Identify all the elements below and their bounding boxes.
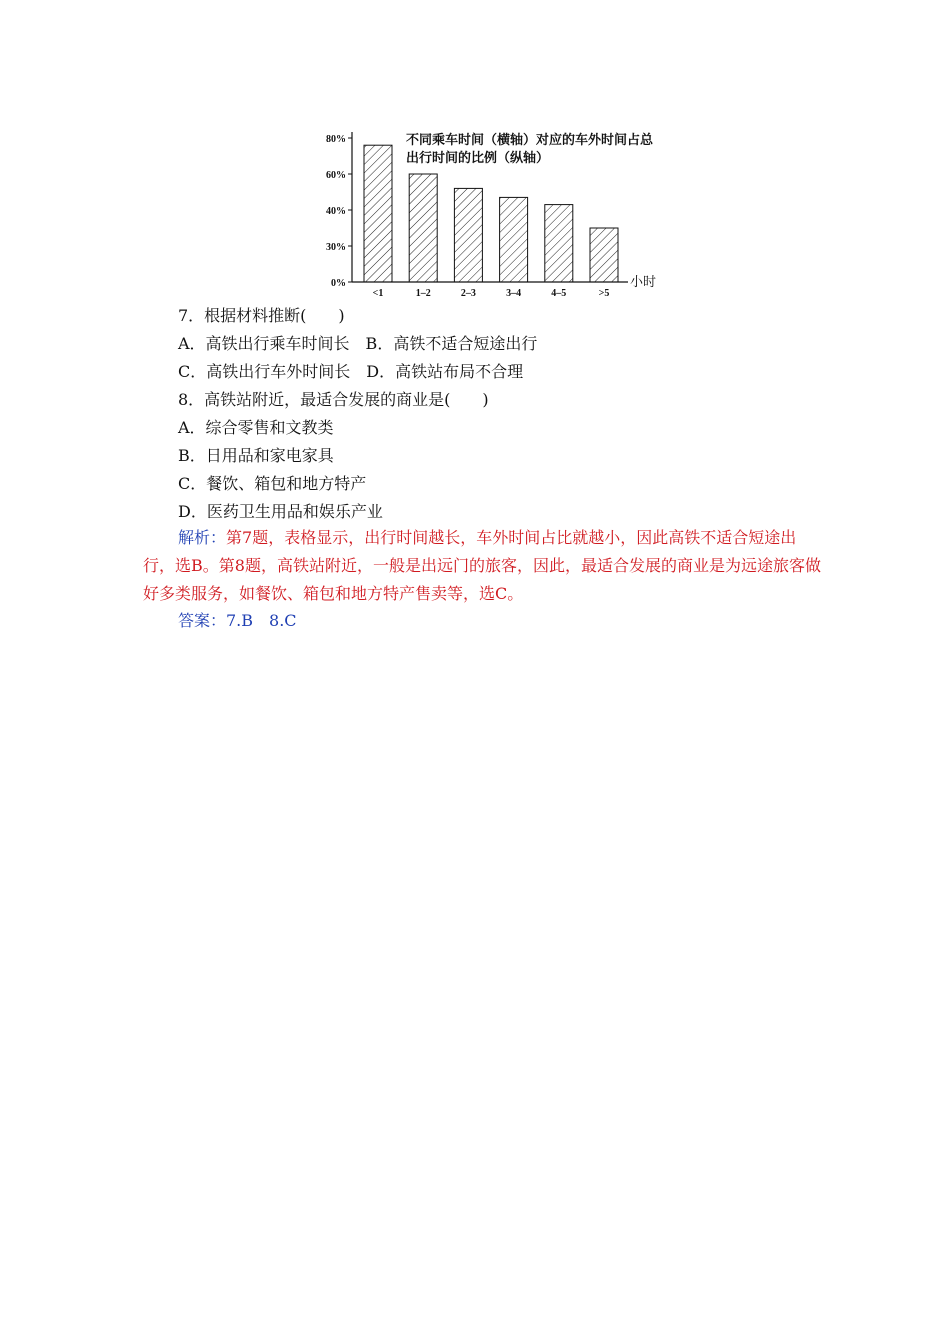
x-tick-label: <1 — [372, 288, 384, 299]
y-tick-label: 0% — [331, 278, 346, 289]
y-tick-label: 40% — [326, 206, 346, 217]
bar-chart — [300, 118, 700, 308]
y-tick-label: 30% — [326, 242, 346, 253]
q7-options-ab: A．高铁出行乘车时间长 B．高铁不适合短途出行 — [178, 334, 538, 353]
bar — [409, 174, 437, 282]
q8-option-c: C．餐饮、箱包和地方特产 — [178, 474, 367, 493]
analysis-label: 解析： — [178, 528, 227, 547]
q7-stem: 7．根据材料推断( ) — [178, 306, 345, 325]
bar — [500, 197, 528, 282]
x-tick-label: 3–4 — [506, 288, 522, 299]
q8-option-d: D．医药卫生用品和娱乐产业 — [178, 502, 383, 521]
q8-option-a: A．综合零售和文教类 — [178, 418, 334, 437]
x-tick-label: 2–3 — [460, 288, 476, 299]
x-tick-label: 1–2 — [415, 288, 431, 299]
chart-title: 不同乘车时间（横轴）对应的车外时间占总 — [406, 132, 654, 147]
x-tick-label: 4–5 — [551, 288, 567, 299]
q8-stem: 8．高铁站附近，最适合发展的商业是( ) — [178, 390, 489, 409]
bar — [590, 228, 618, 282]
analysis-text: 第7题，表格显示，出行时间越长，车外时间占比就越小，因此高铁不适合短途出行，选B。第8题，高铁站附近，一般是出远门的旅客，因此，最适合发展的商业是为远途旅客做好多类服务，如餐饮、箱包和地方特产售卖等，选C。 — [143, 528, 821, 603]
analysis-paragraph — [143, 524, 823, 608]
y-tick-label: 60% — [326, 170, 346, 181]
chart-subtitle: 出行时间的比例（纵轴） — [406, 150, 550, 165]
q8-option-b: B．日用品和家电家具 — [178, 446, 334, 465]
bar — [364, 145, 392, 282]
q7-options-cd: C．高铁出行车外时间长 D．高铁站布局不合理 — [178, 362, 524, 381]
x-tick-label: >5 — [598, 288, 610, 299]
y-tick-label: 80% — [326, 134, 346, 145]
bar — [545, 205, 573, 282]
bar — [454, 188, 482, 282]
answer-line: 答案：7.B 8.C — [178, 611, 297, 630]
x-axis-label: 小时 — [630, 274, 657, 289]
